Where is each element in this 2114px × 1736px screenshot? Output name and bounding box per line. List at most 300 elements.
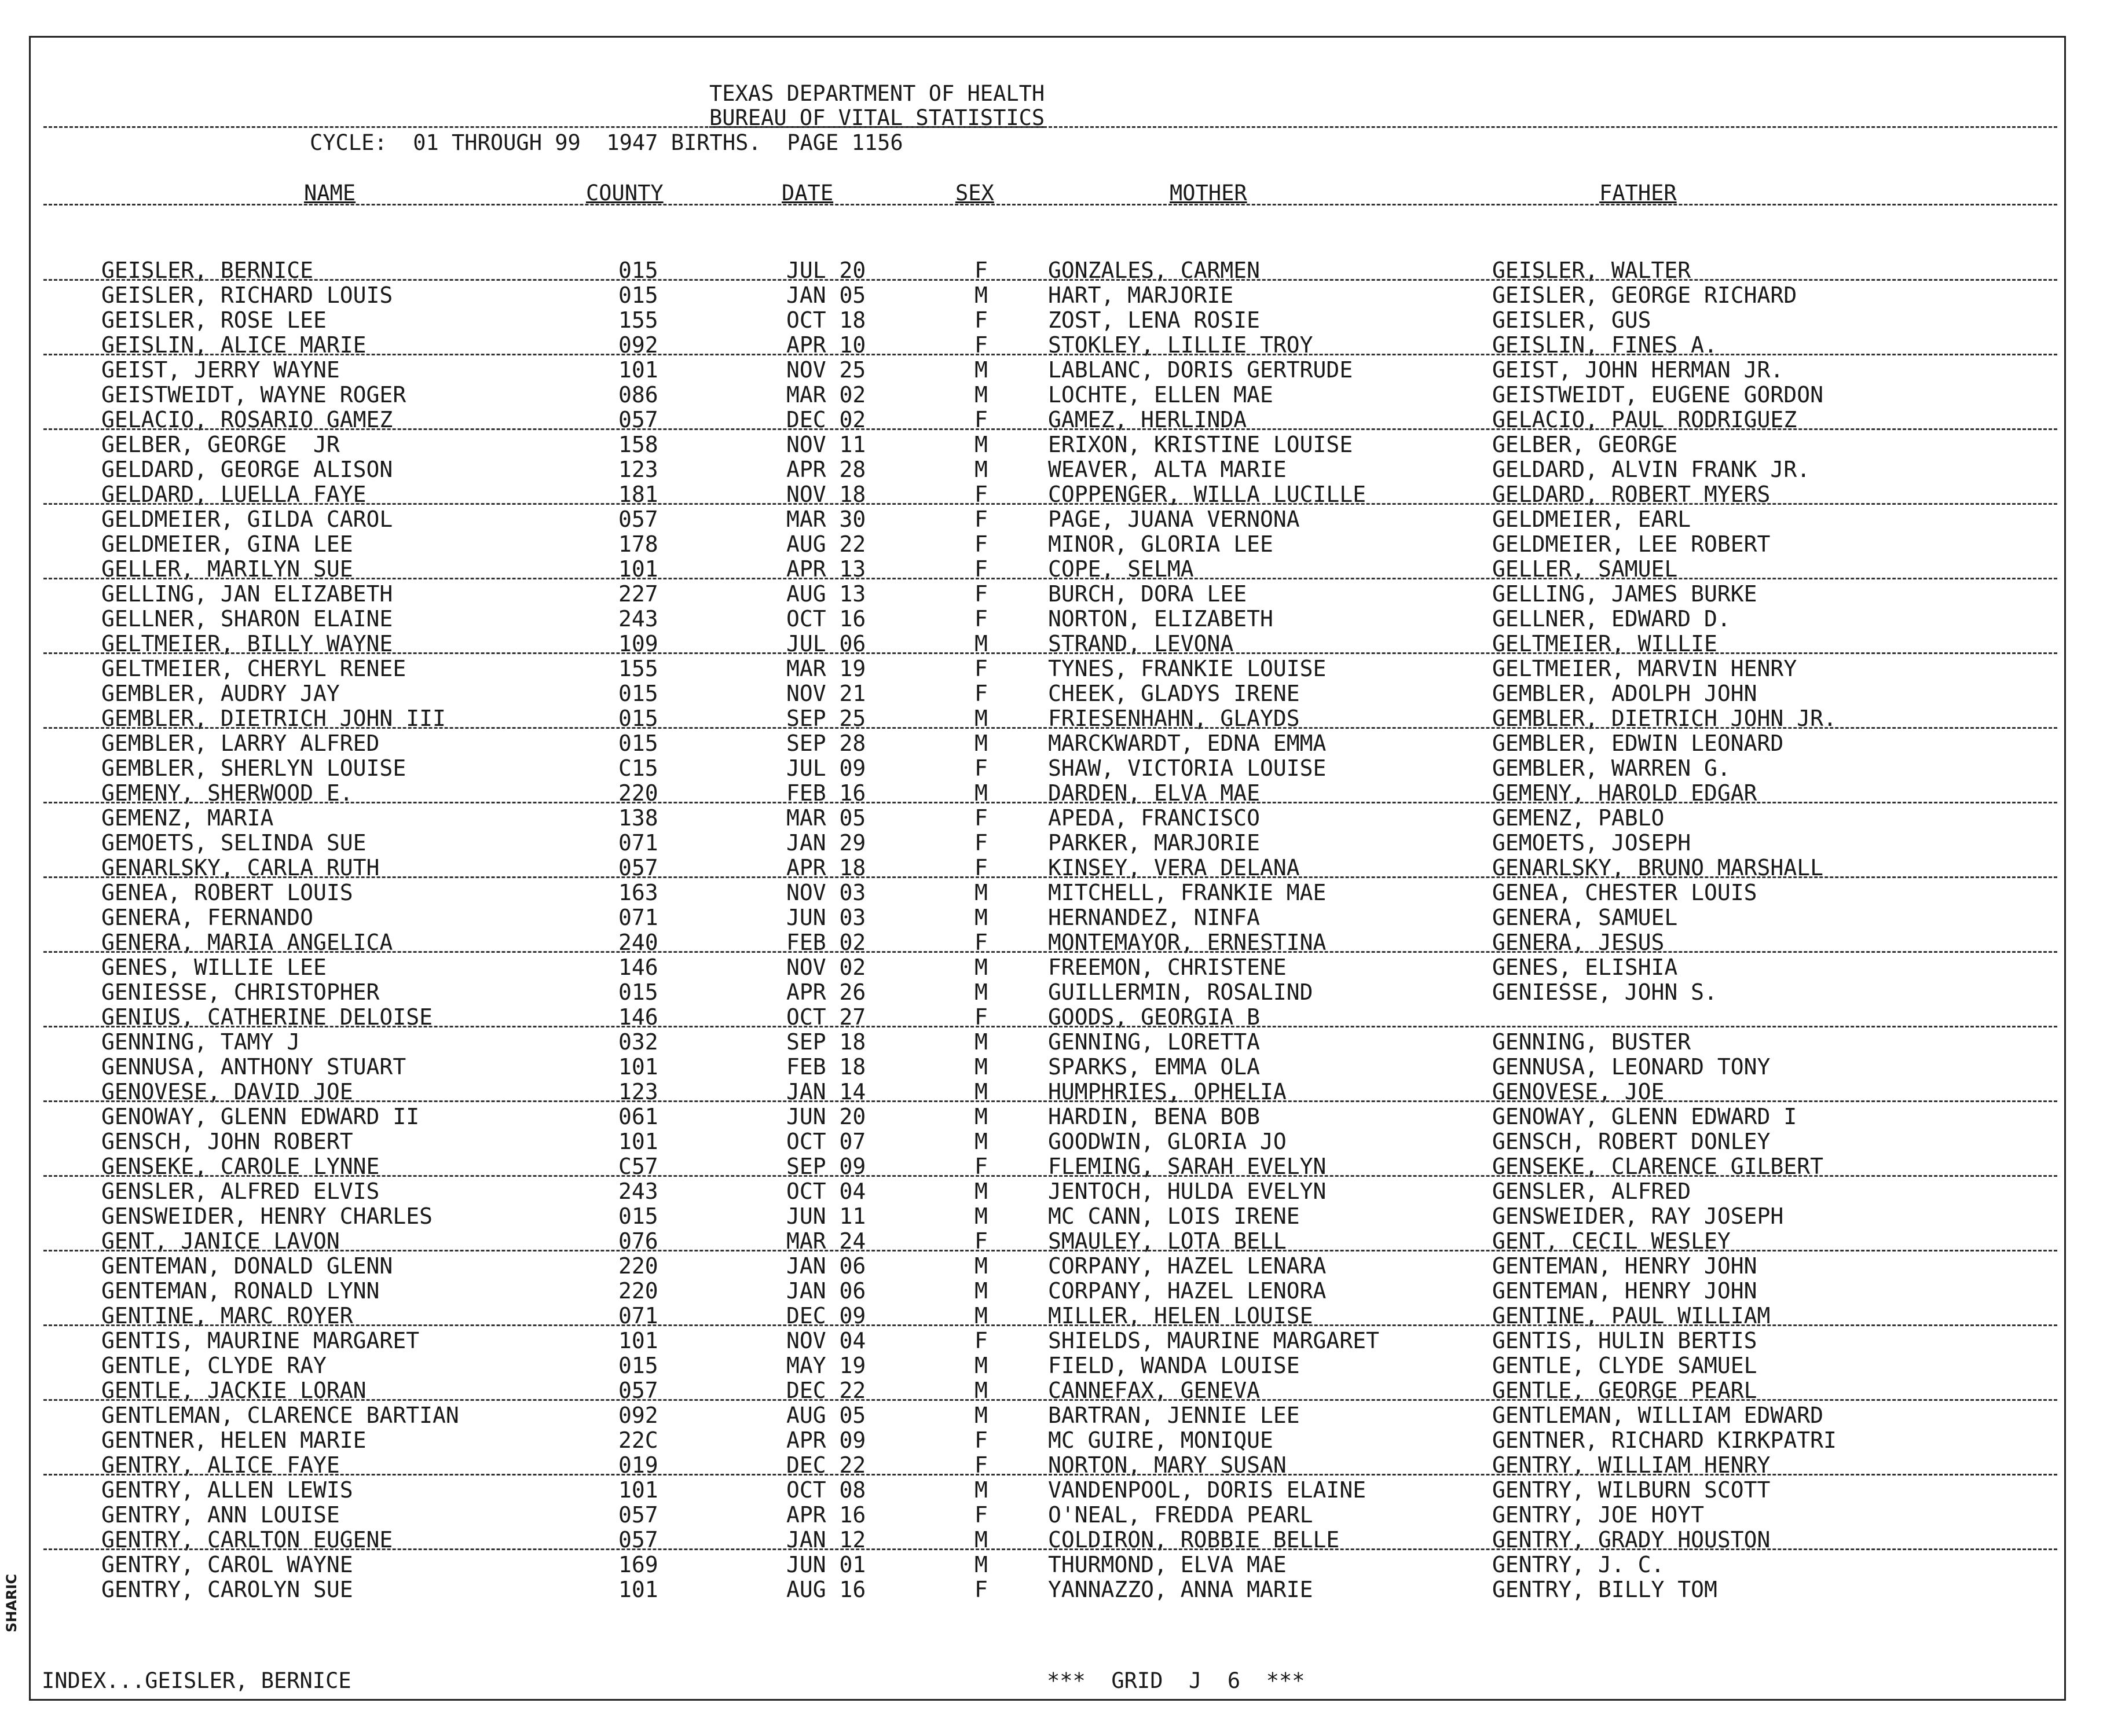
cell-county: 109 xyxy=(618,631,658,656)
cell-date: MAR 19 xyxy=(786,656,866,681)
cell-name: GENIESSE, CHRISTOPHER xyxy=(101,979,380,1005)
cell-name: GENTRY, ANN LOUISE xyxy=(101,1502,340,1528)
cell-name: GENES, WILLIE LEE xyxy=(101,955,327,980)
cell-name: GELDMEIER, GILDA CAROL xyxy=(101,507,393,532)
cell-father: GENTRY, WILBURN SCOTT xyxy=(1492,1477,1771,1503)
cell-father: GENTINE, PAUL WILLIAM xyxy=(1492,1303,1771,1328)
cell-name: GEISTWEIDT, WAYNE ROGER xyxy=(101,382,406,408)
cell-name: GENARLSKY, CARLA RUTH xyxy=(101,855,380,880)
cell-sex: M xyxy=(974,1527,988,1553)
cell-name: GEMENY, SHERWOOD E. xyxy=(101,780,353,806)
cell-date: JUL 20 xyxy=(786,258,866,283)
cell-county: 138 xyxy=(618,805,658,831)
cell-sex: M xyxy=(974,1179,988,1204)
cell-sex: F xyxy=(974,1452,988,1478)
cell-county: 240 xyxy=(618,930,658,955)
table-row xyxy=(0,283,2114,308)
cell-sex: F xyxy=(974,581,988,607)
table-row xyxy=(0,1204,2114,1229)
cell-county: C57 xyxy=(618,1154,658,1179)
cell-county: 101 xyxy=(618,1577,658,1602)
cell-date: MAR 24 xyxy=(786,1228,866,1254)
cell-date: JUN 11 xyxy=(786,1203,866,1229)
cell-father: GENTEMAN, HENRY JOHN xyxy=(1492,1253,1757,1279)
cell-sex: M xyxy=(974,1278,988,1304)
cell-sex: M xyxy=(974,282,988,308)
cell-sex: M xyxy=(974,979,988,1005)
cell-father: GENTRY, WILLIAM HENRY xyxy=(1492,1452,1771,1478)
cell-mother: ZOST, LENA ROSIE xyxy=(1048,307,1261,333)
cell-date: SEP 25 xyxy=(786,706,866,731)
cell-father: GENSEKE, CLARENCE GILBERT xyxy=(1492,1154,1823,1179)
cell-county: 123 xyxy=(618,457,658,482)
cell-county: 015 xyxy=(618,706,658,731)
cell-mother: GOODS, GEORGIA B xyxy=(1048,1004,1261,1030)
cell-mother: ERIXON, KRISTINE LOUISE xyxy=(1048,432,1353,457)
cell-mother: HART, MARJORIE xyxy=(1048,282,1234,308)
cell-date: AUG 13 xyxy=(786,581,866,607)
cell-county: 015 xyxy=(618,1353,658,1378)
column-header-sex: SEX xyxy=(955,181,994,205)
cell-sex: M xyxy=(974,1129,988,1154)
cell-date: APR 10 xyxy=(786,332,866,358)
cell-name: GEISLER, BERNICE xyxy=(101,258,314,283)
cell-county: 057 xyxy=(618,1527,658,1553)
table-row xyxy=(0,507,2114,532)
cell-county: 019 xyxy=(618,1452,658,1478)
cell-sex: F xyxy=(974,507,988,532)
row-divider xyxy=(43,727,2057,729)
table-row xyxy=(0,1254,2114,1279)
cell-mother: FRIESENHAHN, GLAYDS xyxy=(1048,706,1300,731)
cell-sex: M xyxy=(974,1079,988,1104)
cell-sex: M xyxy=(974,1378,988,1403)
cell-father: GENSLER, ALFRED xyxy=(1492,1179,1691,1204)
cell-father: GEMENY, HAROLD EDGAR xyxy=(1492,780,1757,806)
cell-sex: M xyxy=(974,457,988,482)
cell-date: OCT 27 xyxy=(786,1004,866,1030)
cell-father: GENTLEMAN, WILLIAM EDWARD xyxy=(1492,1403,1823,1428)
cell-county: 22C xyxy=(618,1427,658,1453)
cell-name: GENERA, FERNANDO xyxy=(101,905,314,930)
cell-name: GEMBLER, AUDRY JAY xyxy=(101,681,340,706)
cell-county: 178 xyxy=(618,531,658,557)
cell-county: 146 xyxy=(618,955,658,980)
cell-mother: MITCHELL, FRANKIE MAE xyxy=(1048,880,1327,905)
column-header-divider xyxy=(43,204,2057,205)
cell-father: GEISLER, GUS xyxy=(1492,307,1651,333)
cell-sex: F xyxy=(974,482,988,507)
cell-sex: M xyxy=(974,631,988,656)
cell-sex: M xyxy=(974,880,988,905)
column-header-mother: MOTHER xyxy=(1170,181,1247,205)
cell-county: 101 xyxy=(618,1054,658,1080)
cell-sex: F xyxy=(974,656,988,681)
cell-mother: NORTON, ELIZABETH xyxy=(1048,606,1273,632)
row-divider xyxy=(43,1548,2057,1550)
table-row xyxy=(0,1553,2114,1577)
cell-date: APR 26 xyxy=(786,979,866,1005)
table-row xyxy=(0,1179,2114,1204)
cell-father: GELLING, JAMES BURKE xyxy=(1492,581,1757,607)
cell-father: GENTRY, GRADY HOUSTON xyxy=(1492,1527,1771,1553)
cell-name: GEISLER, RICHARD LOUIS xyxy=(101,282,393,308)
cell-mother: BURCH, DORA LEE xyxy=(1048,581,1247,607)
cell-name: GENTRY, CAROL WAYNE xyxy=(101,1552,353,1577)
cell-county: 015 xyxy=(618,258,658,283)
cell-county: 181 xyxy=(618,482,658,507)
grid-footer: *** GRID J 6 *** xyxy=(1047,1668,1305,1693)
cell-mother: O'NEAL, FREDDA PEARL xyxy=(1048,1502,1313,1528)
cell-sex: F xyxy=(974,1154,988,1179)
cell-name: GELDARD, LUELLA FAYE xyxy=(101,482,367,507)
cell-father: GENT, CECIL WESLEY xyxy=(1492,1228,1731,1254)
cell-date: JUN 03 xyxy=(786,905,866,930)
cell-name: GENNING, TAMY J xyxy=(101,1029,301,1055)
cell-sex: F xyxy=(974,681,988,706)
cell-father: GELTMEIER, MARVIN HENRY xyxy=(1492,656,1797,681)
cell-mother: GAMEZ, HERLINDA xyxy=(1048,407,1247,432)
cell-mother: FREEMON, CHRISTENE xyxy=(1048,955,1287,980)
cell-name: GENTRY, CAROLYN SUE xyxy=(101,1577,353,1602)
cell-date: OCT 07 xyxy=(786,1129,866,1154)
cell-sex: F xyxy=(974,930,988,955)
cell-county: 220 xyxy=(618,1278,658,1304)
cell-mother: HERNANDEZ, NINFA xyxy=(1048,905,1261,930)
row-divider xyxy=(43,1175,2057,1177)
table-row xyxy=(0,955,2114,980)
cell-date: JUL 06 xyxy=(786,631,866,656)
cell-sex: F xyxy=(974,1328,988,1353)
cell-father: GELDARD, ALVIN FRANK JR. xyxy=(1492,457,1811,482)
cell-name: GEMBLER, LARRY ALFRED xyxy=(101,731,380,756)
cell-name: GEMENZ, MARIA xyxy=(101,805,274,831)
cell-sex: M xyxy=(974,382,988,408)
cell-date: NOV 25 xyxy=(786,357,866,383)
cell-name: GENOVESE, DAVID JOE xyxy=(101,1079,353,1104)
cell-father: GENIESSE, JOHN S. xyxy=(1492,979,1717,1005)
cell-father: GELTMEIER, WILLIE xyxy=(1492,631,1717,656)
cell-name: GEIST, JERRY WAYNE xyxy=(101,357,340,383)
cell-name: GENSWEIDER, HENRY CHARLES xyxy=(101,1203,433,1229)
cell-county: 057 xyxy=(618,1378,658,1403)
cell-father: GENARLSKY, BRUNO MARSHALL xyxy=(1492,855,1823,880)
cell-name: GEISLIN, ALICE MARIE xyxy=(101,332,367,358)
cell-date: NOV 21 xyxy=(786,681,866,706)
cell-father: GENSCH, ROBERT DONLEY xyxy=(1492,1129,1771,1154)
table-row xyxy=(0,532,2114,557)
table-row xyxy=(0,1279,2114,1304)
cell-sex: F xyxy=(974,1502,988,1528)
cell-sex: M xyxy=(974,357,988,383)
cell-county: 015 xyxy=(618,681,658,706)
cell-mother: GENNING, LORETTA xyxy=(1048,1029,1261,1055)
cell-father: GENES, ELISHIA xyxy=(1492,955,1678,980)
column-header-county: COUNTY xyxy=(586,181,664,205)
cell-county: 101 xyxy=(618,1129,658,1154)
table-row xyxy=(0,1428,2114,1453)
cell-county: 101 xyxy=(618,1328,658,1353)
row-divider xyxy=(43,428,2057,430)
cell-sex: F xyxy=(974,1577,988,1602)
row-divider xyxy=(43,802,2057,803)
cell-mother: TYNES, FRANKIE LOUISE xyxy=(1048,656,1327,681)
cell-father: GEMOETS, JOSEPH xyxy=(1492,830,1691,856)
cell-sex: M xyxy=(974,1477,988,1503)
cell-sex: F xyxy=(974,258,988,283)
bureau-title: BUREAU OF VITAL STATISTICS xyxy=(709,105,1045,130)
cell-date: JAN 14 xyxy=(786,1079,866,1104)
cell-date: APR 13 xyxy=(786,556,866,582)
cell-county: 101 xyxy=(618,1477,658,1503)
cell-father: GEISTWEIDT, EUGENE GORDON xyxy=(1492,382,1823,408)
cell-date: MAR 30 xyxy=(786,507,866,532)
table-row xyxy=(0,1328,2114,1353)
cell-county: 101 xyxy=(618,357,658,383)
cell-father: GEISLIN, FINES A. xyxy=(1492,332,1717,358)
cell-date: FEB 18 xyxy=(786,1054,866,1080)
cell-sex: M xyxy=(974,1203,988,1229)
cell-date: JAN 05 xyxy=(786,282,866,308)
cell-mother: VANDENPOOL, DORIS ELAINE xyxy=(1048,1477,1366,1503)
cell-mother: MC GUIRE, MONIQUE xyxy=(1048,1427,1273,1453)
cell-date: OCT 18 xyxy=(786,307,866,333)
table-row xyxy=(0,731,2114,756)
table-row xyxy=(0,1577,2114,1602)
cell-date: MAR 05 xyxy=(786,805,866,831)
cell-name: GENERA, MARIA ANGELICA xyxy=(101,930,393,955)
cell-mother: MONTEMAYOR, ERNESTINA xyxy=(1048,930,1327,955)
cell-name: GENT, JANICE LAVON xyxy=(101,1228,340,1254)
cell-mother: COPE, SELMA xyxy=(1048,556,1194,582)
table-row xyxy=(0,756,2114,781)
cell-county: 243 xyxy=(618,1179,658,1204)
cell-name: GENTLEMAN, CLARENCE BARTIAN xyxy=(101,1403,459,1428)
cell-mother: COLDIRON, ROBBIE BELLE xyxy=(1048,1527,1340,1553)
cell-date: OCT 08 xyxy=(786,1477,866,1503)
row-divider xyxy=(43,876,2057,878)
cell-county: 220 xyxy=(618,1253,658,1279)
cell-date: JUL 09 xyxy=(786,755,866,781)
cell-sex: M xyxy=(974,1353,988,1378)
cell-date: NOV 11 xyxy=(786,432,866,457)
cell-county: 155 xyxy=(618,307,658,333)
cell-date: JUN 20 xyxy=(786,1104,866,1129)
cell-county: 092 xyxy=(618,1403,658,1428)
cell-county: 015 xyxy=(618,1203,658,1229)
cell-county: 163 xyxy=(618,880,658,905)
cell-sex: F xyxy=(974,332,988,358)
row-divider xyxy=(43,652,2057,654)
cell-sex: M xyxy=(974,1552,988,1577)
cell-sex: M xyxy=(974,955,988,980)
cell-father: GENOWAY, GLENN EDWARD I xyxy=(1492,1104,1797,1129)
table-row xyxy=(0,806,2114,831)
cell-mother: THURMOND, ELVA MAE xyxy=(1048,1552,1287,1577)
row-divider xyxy=(43,1100,2057,1102)
side-label: SHARIC xyxy=(3,1574,20,1632)
cell-name: GELACIO, ROSARIO GAMEZ xyxy=(101,407,393,432)
cell-sex: M xyxy=(974,1253,988,1279)
cell-mother: SPARKS, EMMA OLA xyxy=(1048,1054,1261,1080)
row-divider xyxy=(43,503,2057,505)
cell-county: 057 xyxy=(618,507,658,532)
cell-father: GENEA, CHESTER LOUIS xyxy=(1492,880,1757,905)
cell-mother: BARTRAN, JENNIE LEE xyxy=(1048,1403,1300,1428)
cell-mother: FLEMING, SARAH EVELYN xyxy=(1048,1154,1327,1179)
cell-name: GENIUS, CATHERINE DELOISE xyxy=(101,1004,433,1030)
cell-name: GELTMEIER, BILLY WAYNE xyxy=(101,631,393,656)
cell-date: APR 09 xyxy=(786,1427,866,1453)
cell-sex: F xyxy=(974,307,988,333)
cell-date: JAN 06 xyxy=(786,1278,866,1304)
cell-father: GENNING, BUSTER xyxy=(1492,1029,1691,1055)
cell-name: GENTINE, MARC ROYER xyxy=(101,1303,353,1328)
cell-sex: F xyxy=(974,805,988,831)
table-row xyxy=(0,1129,2114,1154)
cell-name: GEMBLER, SHERLYN LOUISE xyxy=(101,755,406,781)
cell-date: JAN 06 xyxy=(786,1253,866,1279)
cell-date: MAR 02 xyxy=(786,382,866,408)
cell-date: DEC 02 xyxy=(786,407,866,432)
cell-mother: HARDIN, BENA BOB xyxy=(1048,1104,1261,1129)
cell-date: JUN 01 xyxy=(786,1552,866,1577)
cell-mother: COPPENGER, WILLA LUCILLE xyxy=(1048,482,1366,507)
cell-date: JAN 29 xyxy=(786,830,866,856)
cell-date: AUG 22 xyxy=(786,531,866,557)
cell-name: GELLNER, SHARON ELAINE xyxy=(101,606,393,632)
agency-title: TEXAS DEPARTMENT OF HEALTH xyxy=(709,81,1045,106)
cell-name: GENSEKE, CAROLE LYNNE xyxy=(101,1154,380,1179)
cell-father: GEMENZ, PABLO xyxy=(1492,805,1665,831)
table-row xyxy=(0,308,2114,333)
cell-father: GENTRY, JOE HOYT xyxy=(1492,1502,1705,1528)
cell-county: 155 xyxy=(618,656,658,681)
cell-mother: CORPANY, HAZEL LENORA xyxy=(1048,1278,1327,1304)
cell-county: 146 xyxy=(618,1004,658,1030)
table-row xyxy=(0,358,2114,383)
cell-date: APR 28 xyxy=(786,457,866,482)
cell-county: 243 xyxy=(618,606,658,632)
cell-sex: F xyxy=(974,830,988,856)
cell-date: SEP 18 xyxy=(786,1029,866,1055)
cell-name: GENTLE, JACKIE LORAN xyxy=(101,1378,367,1403)
cell-name: GEMOETS, SELINDA SUE xyxy=(101,830,367,856)
cell-county: 169 xyxy=(618,1552,658,1577)
cell-sex: F xyxy=(974,531,988,557)
row-divider xyxy=(43,1026,2057,1027)
cell-sex: F xyxy=(974,407,988,432)
cell-mother: SMAULEY, LOTA BELL xyxy=(1048,1228,1287,1254)
cell-name: GELBER, GEORGE JR xyxy=(101,432,340,457)
cell-mother: STOKLEY, LILLIE TROY xyxy=(1048,332,1313,358)
table-row xyxy=(0,432,2114,457)
table-row xyxy=(0,831,2114,856)
column-header-father: FATHER xyxy=(1599,181,1677,205)
cell-mother: APEDA, FRANCISCO xyxy=(1048,805,1261,831)
cell-date: NOV 18 xyxy=(786,482,866,507)
cell-county: C15 xyxy=(618,755,658,781)
table-row xyxy=(0,1104,2114,1129)
cell-father: GENTLE, CLYDE SAMUEL xyxy=(1492,1353,1757,1378)
table-row xyxy=(0,880,2114,905)
cell-sex: F xyxy=(974,1004,988,1030)
cell-date: NOV 03 xyxy=(786,880,866,905)
cell-mother: MINOR, GLORIA LEE xyxy=(1048,531,1273,557)
cell-date: AUG 05 xyxy=(786,1403,866,1428)
cell-county: 015 xyxy=(618,979,658,1005)
cell-date: AUG 16 xyxy=(786,1577,866,1602)
cell-date: FEB 02 xyxy=(786,930,866,955)
cell-mother: LOCHTE, ELLEN MAE xyxy=(1048,382,1273,408)
cell-father: GENOVESE, JOE xyxy=(1492,1079,1665,1104)
cell-county: 101 xyxy=(618,556,658,582)
cell-sex: M xyxy=(974,780,988,806)
cell-mother: HUMPHRIES, OPHELIA xyxy=(1048,1079,1287,1104)
cell-mother: DARDEN, ELVA MAE xyxy=(1048,780,1261,806)
table-row xyxy=(0,681,2114,706)
row-divider xyxy=(43,1474,2057,1476)
cell-father: GEMBLER, EDWIN LEONARD xyxy=(1492,731,1784,756)
cell-name: GELDARD, GEORGE ALISON xyxy=(101,457,393,482)
cell-mother: GUILLERMIN, ROSALIND xyxy=(1048,979,1313,1005)
cell-sex: M xyxy=(974,1104,988,1129)
cell-name: GELLER, MARILYN SUE xyxy=(101,556,353,582)
cell-father: GENTRY, J. C. xyxy=(1492,1552,1665,1577)
cell-county: 015 xyxy=(618,282,658,308)
cell-date: DEC 22 xyxy=(786,1452,866,1478)
row-divider xyxy=(43,1324,2057,1326)
cell-mother: SHAW, VICTORIA LOUISE xyxy=(1048,755,1327,781)
cell-county: 071 xyxy=(618,830,658,856)
cell-name: GENTRY, ALLEN LEWIS xyxy=(101,1477,353,1503)
cell-county: 071 xyxy=(618,905,658,930)
table-row xyxy=(0,1055,2114,1080)
cell-name: GELLING, JAN ELIZABETH xyxy=(101,581,393,607)
table-row xyxy=(0,457,2114,482)
cell-mother: SHIELDS, MAURINE MARGARET xyxy=(1048,1328,1379,1353)
row-divider xyxy=(43,279,2057,281)
cell-name: GENTRY, CARLTON EUGENE xyxy=(101,1527,393,1553)
cell-mother: WEAVER, ALTA MARIE xyxy=(1048,457,1287,482)
cell-date: DEC 22 xyxy=(786,1378,866,1403)
cell-name: GENTIS, MAURINE MARGARET xyxy=(101,1328,420,1353)
cell-father: GELLER, SAMUEL xyxy=(1492,556,1678,582)
cell-father: GELBER, GEORGE xyxy=(1492,432,1678,457)
cell-date: JAN 12 xyxy=(786,1527,866,1553)
table-row xyxy=(0,980,2114,1005)
cell-sex: M xyxy=(974,1029,988,1055)
cell-county: 061 xyxy=(618,1104,658,1129)
cell-father: GENSWEIDER, RAY JOSEPH xyxy=(1492,1203,1784,1229)
cell-mother: STRAND, LEVONA xyxy=(1048,631,1234,656)
cell-sex: M xyxy=(974,905,988,930)
cell-name: GENTRY, ALICE FAYE xyxy=(101,1452,340,1478)
index-footer: INDEX...GEISLER, BERNICE xyxy=(42,1668,351,1693)
cell-name: GENSLER, ALFRED ELVIS xyxy=(101,1179,380,1204)
cell-father: GENERA, SAMUEL xyxy=(1492,905,1678,930)
table-row xyxy=(0,607,2114,632)
cell-mother: YANNAZZO, ANNA MARIE xyxy=(1048,1577,1313,1602)
cell-father: GELDMEIER, LEE ROBERT xyxy=(1492,531,1771,557)
cell-county: 086 xyxy=(618,382,658,408)
table-row xyxy=(0,582,2114,607)
cell-date: SEP 28 xyxy=(786,731,866,756)
column-header-name: NAME xyxy=(304,181,356,205)
row-divider xyxy=(43,578,2057,579)
cell-date: APR 16 xyxy=(786,1502,866,1528)
cell-father: GENTEMAN, HENRY JOHN xyxy=(1492,1278,1757,1304)
